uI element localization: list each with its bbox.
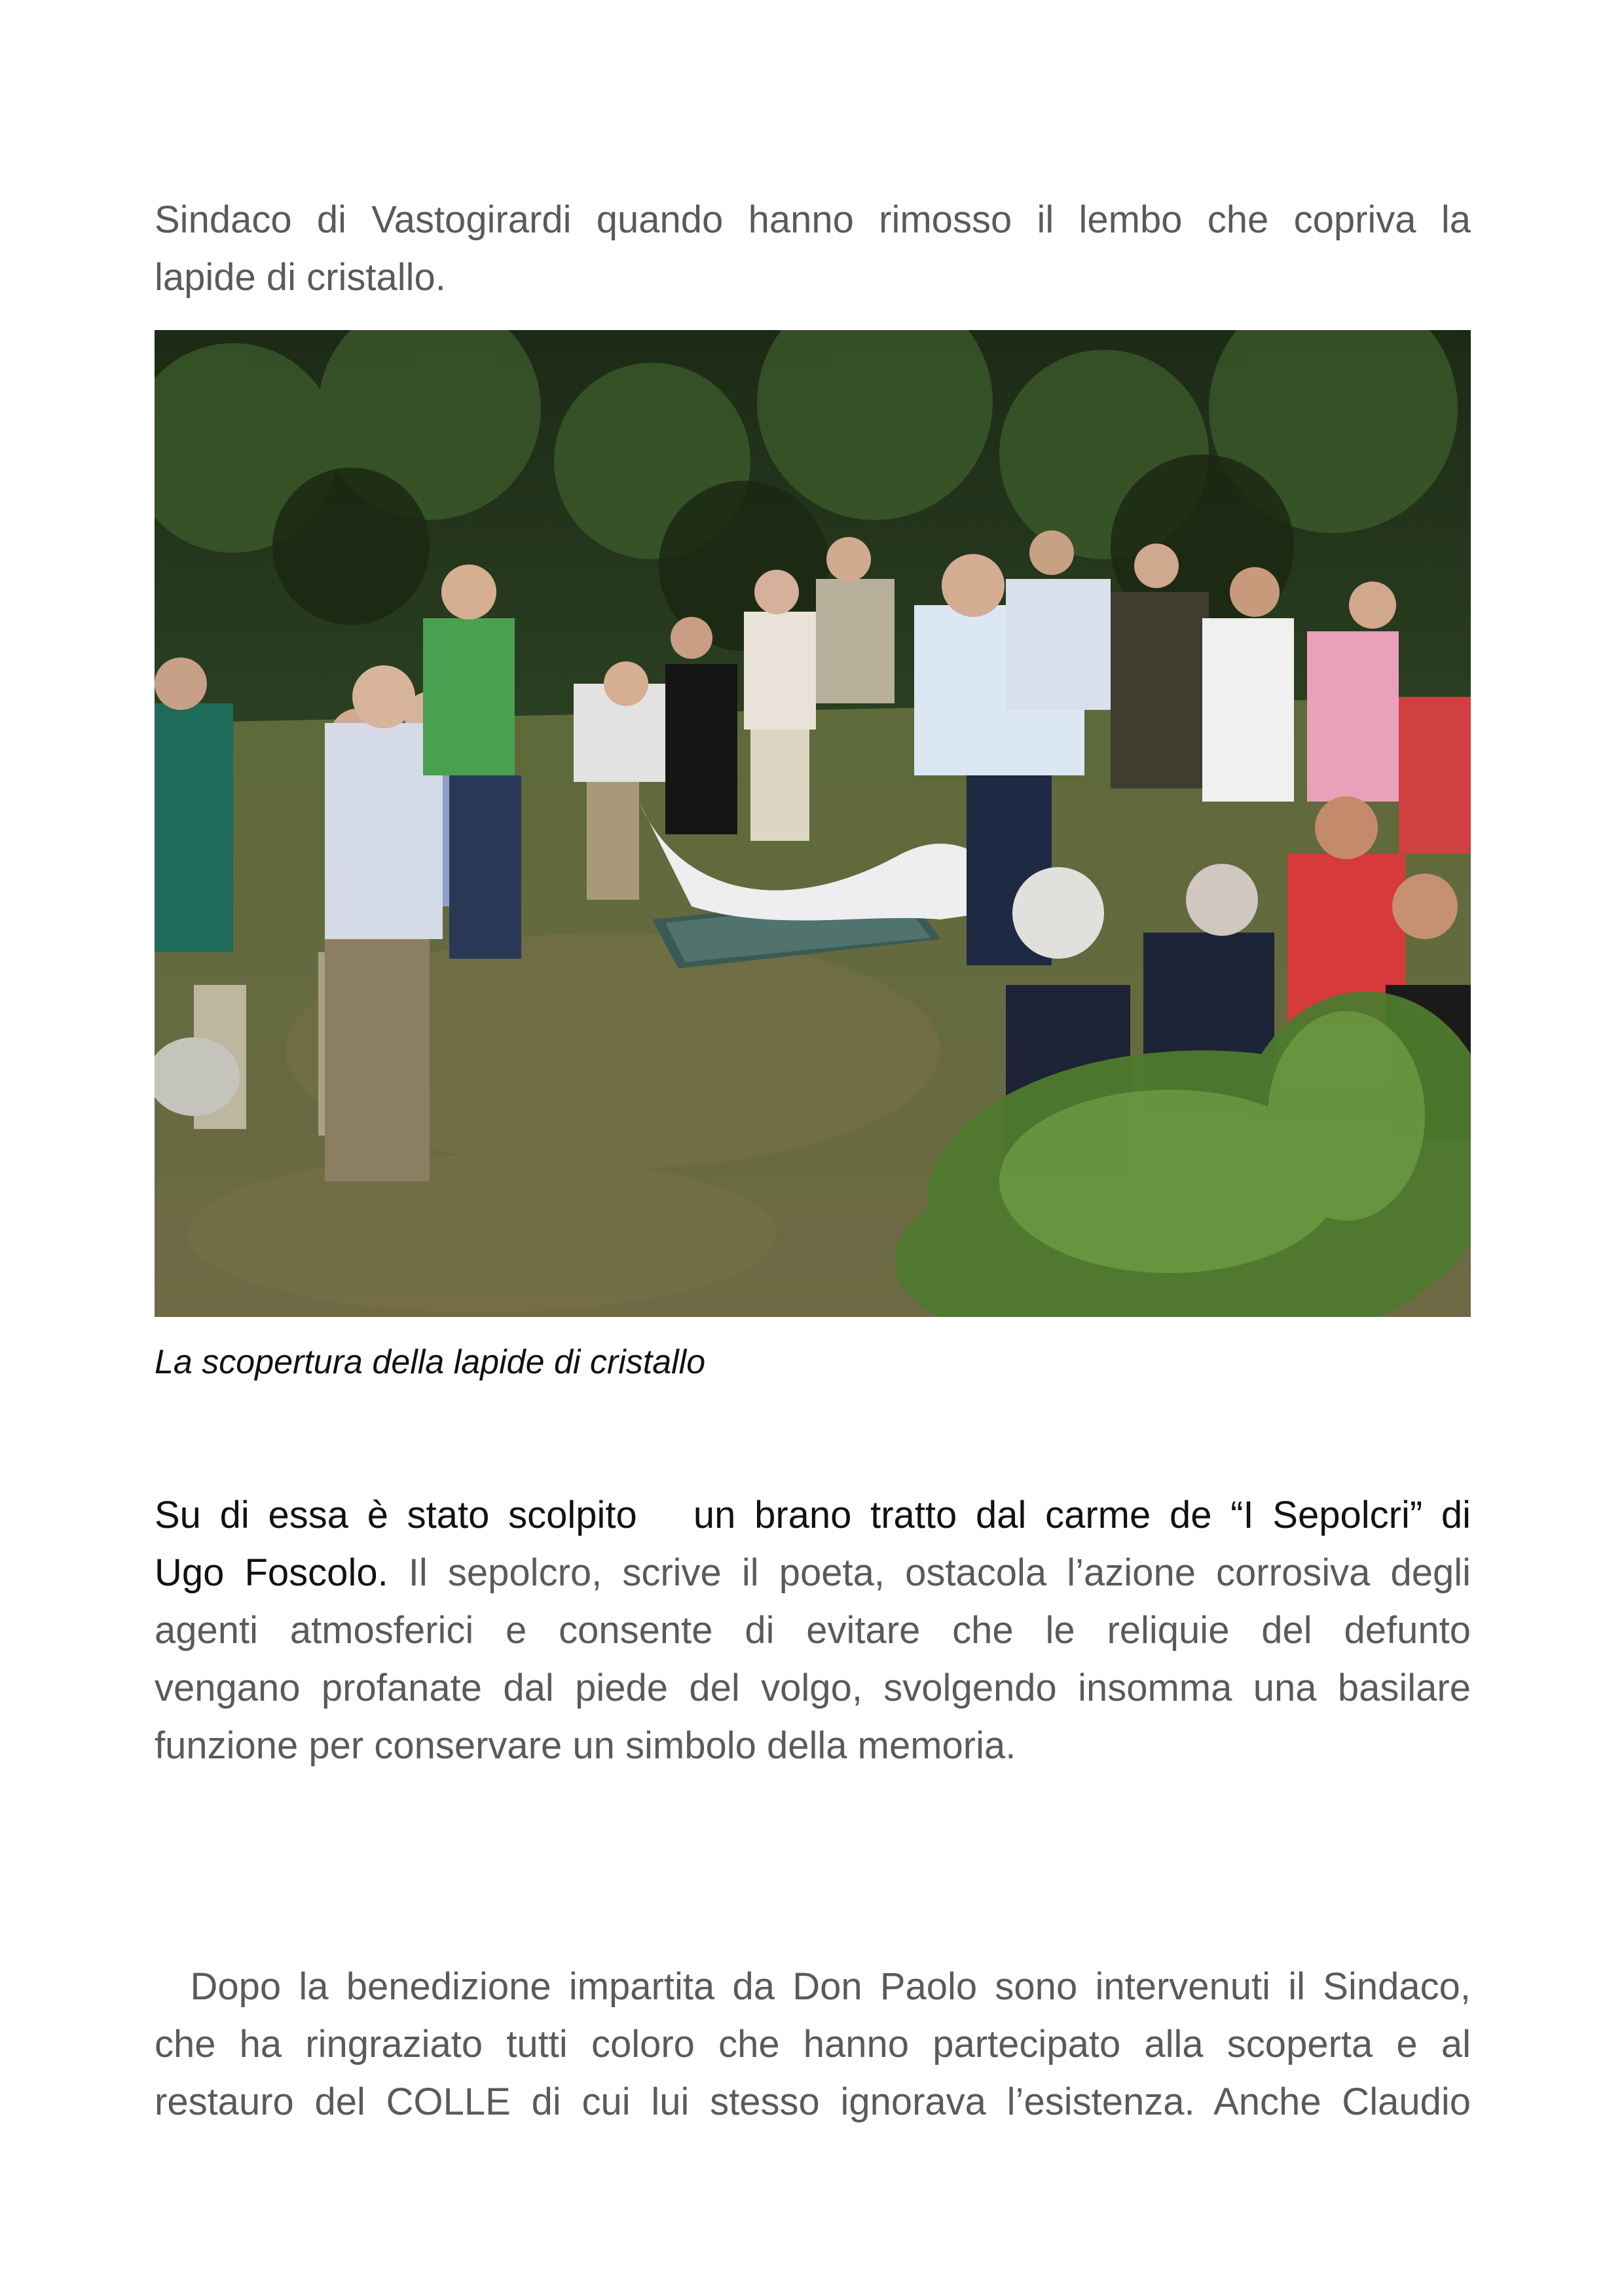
text-line: agenti atmosferici e consente di evitare che le reliquie del defunto: [155, 1609, 1471, 1652]
text-line: vengano profanate dal piede del volgo, svolgendo insomma una basilare: [155, 1667, 1471, 1709]
paragraph-blessing: [155, 1958, 1471, 2131]
text-line: funzione per conservare un simbolo della memoria.: [155, 1724, 1016, 1767]
photo-caption: La scopertura della lapide di cristallo: [155, 1343, 706, 1381]
text-line: Dopo la benedizione impartita da Don Paolo sono intervenuti il Sindaco,: [155, 1965, 1471, 2008]
text-line: che ha ringraziato tutti coloro che hanno partecipato alla scoperta e al: [155, 2023, 1471, 2065]
ceremony-photo: [155, 330, 1471, 1317]
text-line: restauro del COLLE di cui lui stesso ignorava l’esistenza. Anche Claudio: [155, 2081, 1471, 2123]
text-line: Sindaco di Vastogirardi quando hanno rimosso il lembo che copriva la: [155, 198, 1471, 241]
text-line: lapide di cristallo.: [155, 256, 446, 299]
paragraph-intro: [155, 191, 1471, 306]
text-span-dark: Ugo Foscolo.: [155, 1551, 388, 1594]
text-span: Il sepolcro, scrive il poeta, ostacola l’azione corrosiva degli: [388, 1551, 1471, 1594]
text-line: Su di essa è stato scolpito un brano tratto dal carme de “I Sepolcri” di: [155, 1494, 1471, 1536]
paragraph-foscolo: [155, 1487, 1471, 1775]
